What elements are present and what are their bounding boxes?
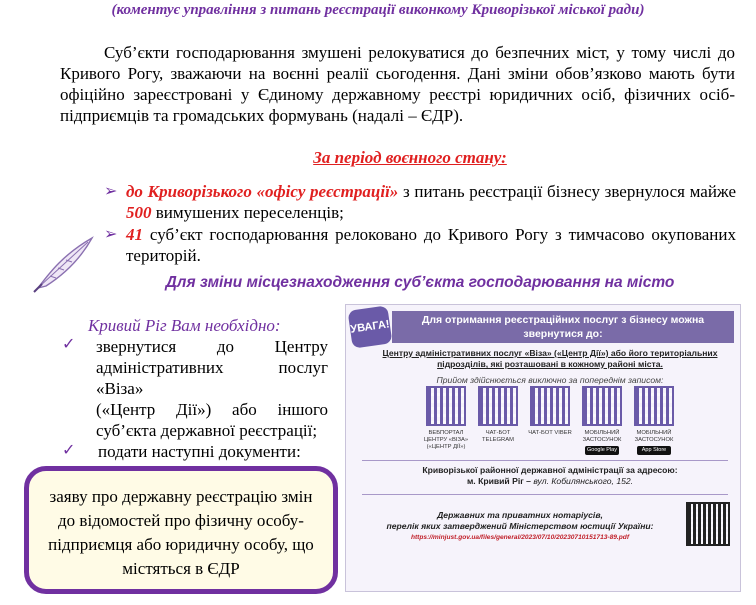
qr-label: ЧАТ-БОТ TELEGRAM [482, 430, 514, 443]
period-heading: За період воєнного стану: [313, 148, 507, 167]
needs-heading: Кривий Ріг Вам необхідно: [88, 316, 281, 335]
qr-code-viber[interactable] [530, 386, 570, 426]
qr-label: ВЕБПОРТАЛ ЦЕНТРУ «ВІЗА» («ЦЕНТР ДІЇ») [423, 430, 469, 450]
centers-link-text: Центру адміністративних послуг «Віза» («Центр Дії») або його територіальних підрозділів, які розташовані в кожному районі міста. [382, 348, 718, 369]
qr-code-app-ios[interactable] [634, 386, 674, 426]
address-city: м. Кривий Ріг – [466, 476, 531, 486]
qr-label: МОБІЛЬНИЙ ЗАСТОСУНОК [634, 430, 674, 443]
appeals-count: 500 [126, 203, 152, 222]
step-contact-center [96, 336, 328, 441]
stat-bullet-appeals [104, 181, 736, 223]
arrow-bullet-icon: ➢ [104, 226, 118, 243]
qr-code-app-android[interactable] [582, 386, 622, 426]
centers-text [370, 348, 730, 370]
step-line: звернутися до Центру [96, 337, 328, 356]
quill-pen-icon [30, 232, 100, 299]
checkmark-icon: ✓ [62, 442, 76, 459]
document-subtitle: (коментує управління з питань реєстрації виконкому Криворізької міської ради) [111, 2, 645, 18]
arrow-bullet-icon: ➢ [104, 183, 118, 200]
divider [362, 460, 728, 461]
google-play-badge[interactable]: Google Play [585, 446, 619, 455]
notaries-text [360, 510, 680, 543]
registration-office-highlight: до Криворізького «офісу реєстрації» [126, 182, 399, 201]
district-admin-text [370, 465, 730, 487]
qr-label: МОБІЛЬНИЙ ЗАСТОСУНОК [582, 430, 622, 443]
district-line: Криворізької районної державної адміністрації за адресою: [422, 465, 678, 475]
address-street: вул. Кобилянського, 152. [530, 476, 634, 486]
step-submit-documents: подати наступні документи: [98, 442, 301, 461]
card-header: Для отримання реєстраційних послуг з бізнесу можна звернутися до: [392, 311, 734, 343]
attention-badge: УВАГА! [348, 305, 393, 348]
appeals-text: з питань реєстрації бізнесу звернулося майже [398, 182, 736, 201]
notaries-line: Державних та приватних нотаріусів, [437, 510, 603, 520]
appeals-tail: вимушених переселенців; [151, 203, 344, 222]
qr-code-notaries[interactable] [686, 502, 730, 546]
qr-code-telegram[interactable] [478, 386, 518, 426]
qr-label: ЧАТ-БОТ VIBER [528, 430, 572, 436]
qr-code-webportal[interactable] [426, 386, 466, 426]
checkmark-icon: ✓ [62, 336, 76, 353]
relocated-count: 41 [126, 225, 143, 244]
divider [362, 494, 728, 495]
appointment-note: Прийом здійснюється виключно за попереднім записом: [436, 375, 664, 385]
step-line: адміністративних послуг «Віза» [96, 358, 328, 398]
relocation-heading: Для зміни місцезнаходження суб’єкта господарювання на місто [165, 274, 675, 291]
notaries-line: перелік яких затверджений Міністерством юстиції України: [386, 521, 654, 531]
documents-box: заяву про державну реєстрацію змін до відомостей про фізичну особу-підприємця або юридичну особу, що містяться в ЄДР [24, 466, 338, 594]
stat-bullet-relocated [104, 224, 736, 266]
step-line: суб’єкта державної реєстрації; [96, 421, 318, 440]
minjust-link[interactable]: https://minjust.gov.ua/files/general/2023/07/10/20230710151713-89.pdf [410, 534, 630, 541]
relocated-text: суб’єкт господарювання релоковано до Кривого Рогу з тимчасово окупованих територій. [126, 225, 736, 265]
intro-paragraph: Суб’єкти господарювання змушені релокуватися до безпечних міст, у тому числі до Кривого Рогу, зважаючи на воєнні реалії сьогодення. Дані зміни обов’язково мають бути офіційно зареєстровані у Єдиному державному реєстрі юридичних осіб, фізичних осіб-підприємців та громадських формувань (надалі – ЄДР). [60, 43, 735, 125]
app-store-badge[interactable]: App Store [637, 446, 671, 455]
step-line: («Центр Дії») або іншого [96, 400, 328, 419]
